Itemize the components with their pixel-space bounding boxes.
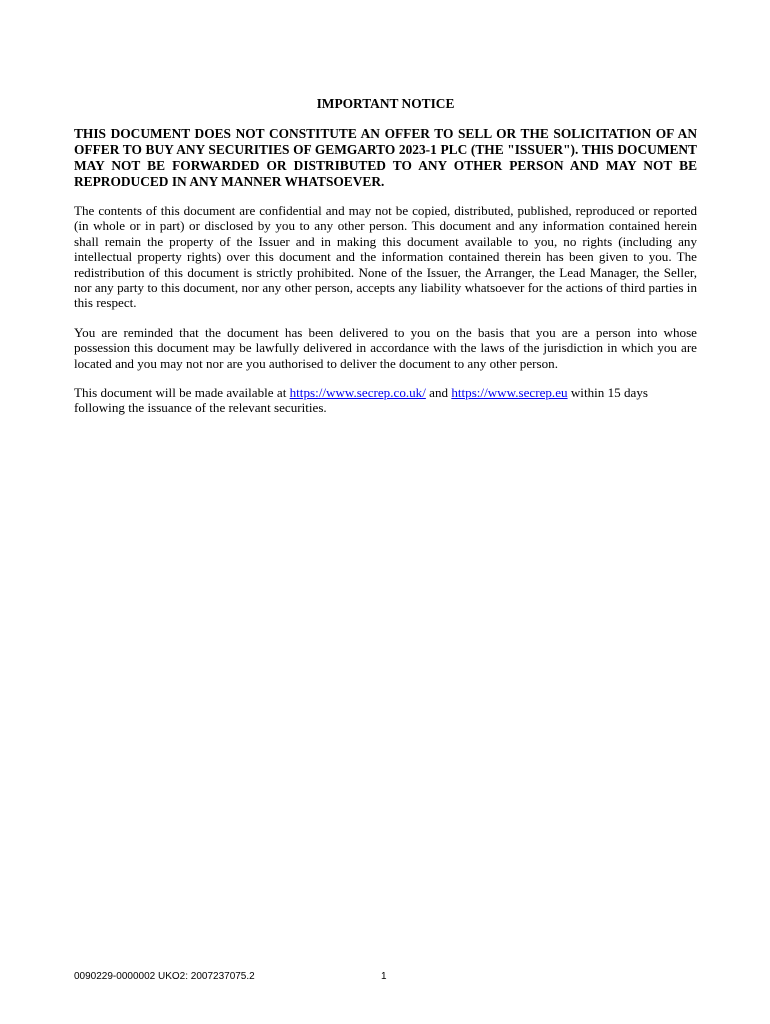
availability-prefix: This document will be made available at: [74, 385, 290, 401]
footer-document-reference: 0090229-0000002 UKO2: 2007237075.2: [74, 971, 255, 982]
confidentiality-paragraph: The contents of this document are confidential and may not be copied, distributed, published, reproduced or reported (in whole or in part) or disclosed by you to any other person. This document and any information contained herein shall remain the property of the Issuer and in making this document available to you, no rights (including any intellectual property rights) over this document and the information contained therein has been given to you. The redistribution of this document is strictly prohibited. None of the Issuer, the Arranger, the Lead Manager, the Seller, nor any party to this document, nor any other person, accepts any liability whatsoever for the actions of third parties in this respect.: [74, 203, 697, 311]
notice-title: IMPORTANT NOTICE: [316, 96, 455, 111]
availability-middle: and: [425, 385, 452, 401]
availability-paragraph: [74, 385, 697, 416]
secrep-uk-link[interactable]: https://www.secrep.co.uk/: [289, 385, 426, 401]
document-page: [74, 96, 697, 430]
footer-page-number: 1: [381, 971, 387, 982]
warning-paragraph: THIS DOCUMENT DOES NOT CONSTITUTE AN OFFER TO SELL OR THE SOLICITATION OF AN OFFER TO BUY ANY SECURITIES OF GEMGARTO 2023-1 PLC (THE "ISSUER"). THIS DOCUMENT MAY NOT BE FORWARDED OR DISTRIBUTED TO ANY OTHER PERSON AND MAY NOT BE REPRODUCED IN ANY MANNER WHATSOEVER.: [74, 126, 697, 189]
availability-suffix: within 15 days following the issuance of the relevant securities.: [74, 385, 648, 416]
reminder-paragraph: You are reminded that the document has been delivered to you on the basis that you are a person into whose possession this document may be lawfully delivered in accordance with the laws of the jurisdiction in which you are located and you may not nor are you authorised to deliver the document to any other person.: [74, 324, 697, 371]
secrep-eu-link[interactable]: https://www.secrep.eu: [451, 385, 568, 401]
